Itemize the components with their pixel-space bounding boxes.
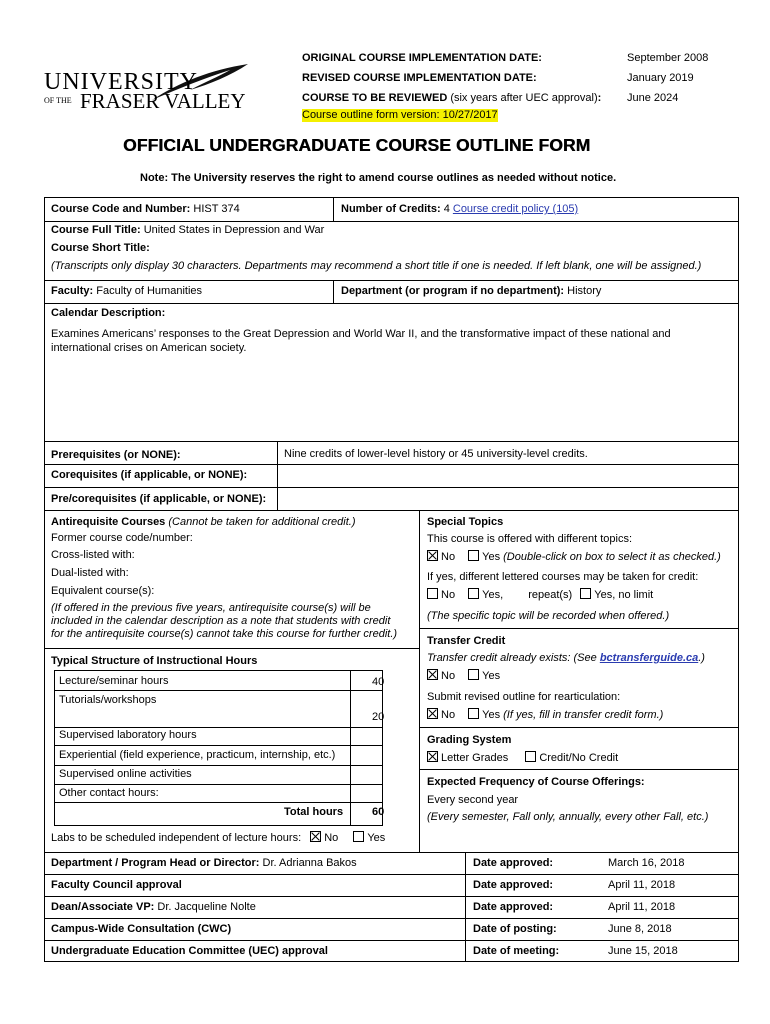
special-topics-note: (The specific topic will be recorded when offered.) bbox=[427, 610, 670, 622]
hours-row-label: Other contact hours: bbox=[59, 787, 159, 799]
form-version: Course outline form version: 10/27/2017 bbox=[302, 109, 498, 121]
rearticulation-no-label: No bbox=[441, 709, 456, 721]
antireq-note-1: (If offered in the previous five years, antirequisite course(s) will be bbox=[51, 602, 371, 614]
antireq-title bbox=[51, 516, 355, 529]
course-code-value: HIST 374 bbox=[193, 203, 240, 215]
transfer-line1-text: Transfer credit already exists: (See bbox=[427, 652, 597, 664]
short-title-label: Course Short Title: bbox=[51, 242, 150, 254]
labs-label: Labs to be scheduled independent of lecture hours: bbox=[51, 832, 302, 844]
faculty-label: Faculty: bbox=[51, 285, 94, 297]
credits-label: Number of Credits: bbox=[341, 203, 441, 215]
short-title-note: (Transcripts only display 30 characters. Departments may recommend a short title if one is needed. If left blank, one will be assigned.) bbox=[51, 260, 702, 272]
approval-label: Undergraduate Education Committee (UEC) approval bbox=[51, 945, 328, 957]
antireq-equiv: Equivalent course(s): bbox=[51, 585, 155, 597]
repeat-yes-checkbox[interactable] bbox=[468, 588, 479, 599]
frequency-title: Expected Frequency of Course Offerings: bbox=[427, 776, 645, 788]
logo-university: UNIVERSITY bbox=[44, 69, 198, 95]
approval-label: Department / Program Head or Director: bbox=[51, 857, 260, 869]
transfer-yes-label: Yes bbox=[482, 670, 501, 682]
hours-row-value: 40 bbox=[372, 676, 385, 688]
faculty-value: Faculty of Humanities bbox=[96, 285, 203, 297]
prereq-value: Nine credits of lower-level history or 45 university-level credits. bbox=[284, 448, 588, 460]
hours-row-label: Experiential (field experience, practicum, internship, etc.) bbox=[59, 749, 336, 761]
review-date-colon: : bbox=[597, 92, 602, 104]
original-date-label: ORIGINAL COURSE IMPLEMENTATION DATE: bbox=[302, 52, 542, 64]
antireq-title-note: (Cannot be taken for additional credit.) bbox=[168, 516, 356, 528]
special-no-checkbox[interactable] bbox=[427, 550, 438, 561]
antireq-note-3: for the antirequisite course(s) cannot take this course for further credit.) bbox=[51, 628, 398, 640]
approval-date-label: Date approved: bbox=[473, 901, 554, 913]
special-topics-line2: If yes, different lettered courses may be taken for credit: bbox=[427, 571, 699, 583]
approval-date: April 11, 2018 bbox=[608, 879, 676, 891]
approval-date-label: Date of meeting: bbox=[473, 945, 560, 957]
special-yes-label: Yes bbox=[482, 551, 501, 563]
prereq-label: Prerequisites (or NONE): bbox=[51, 449, 181, 461]
approval-date: June 15, 2018 bbox=[608, 945, 678, 957]
approval-date-label: Date approved: bbox=[473, 879, 554, 891]
rearticulation-yes-label: Yes bbox=[482, 709, 501, 721]
page-title: OFFICIAL UNDERGRADUATE COURSE OUTLINE FORM bbox=[123, 135, 591, 155]
approval-label: Campus-Wide Consultation (CWC) bbox=[51, 923, 232, 935]
credit-no-credit-checkbox[interactable] bbox=[525, 751, 536, 762]
revised-date-label: REVISED COURSE IMPLEMENTATION DATE: bbox=[302, 72, 537, 84]
labs-no-checkbox[interactable] bbox=[310, 831, 321, 842]
repeat-nolimit-label: Yes, no limit bbox=[594, 589, 654, 601]
transfer-line1-end: .) bbox=[698, 652, 705, 664]
approval-row bbox=[51, 901, 256, 914]
approval-date-label: Date of posting: bbox=[473, 923, 557, 935]
credit-no-credit-label: Credit/No Credit bbox=[539, 752, 619, 764]
repeat-no-checkbox[interactable] bbox=[427, 588, 438, 599]
review-date-note: (six years after UEC approval) bbox=[450, 92, 598, 104]
approval-label: Faculty Council approval bbox=[51, 879, 182, 891]
revised-date-value: January 2019 bbox=[627, 72, 694, 84]
special-topics-line1: This course is offered with different topics: bbox=[427, 533, 633, 545]
course-credits bbox=[341, 203, 578, 216]
approval-date-label: Date approved: bbox=[473, 857, 554, 869]
coreq-label: Corequisites (if applicable, or NONE): bbox=[51, 469, 248, 481]
special-no-label: No bbox=[441, 551, 456, 563]
antireq-title-text: Antirequisite Courses bbox=[51, 516, 166, 528]
logo-of-the: OF THE bbox=[44, 96, 72, 105]
labs-row bbox=[51, 831, 385, 845]
faculty bbox=[51, 285, 202, 298]
course-full-title bbox=[51, 224, 324, 237]
letter-grades-checkbox[interactable] bbox=[427, 751, 438, 762]
logo-fraser-valley: FRASER VALLEY bbox=[80, 89, 246, 113]
total-hours-value: 60 bbox=[372, 806, 385, 818]
rearticulation-yes-checkbox[interactable] bbox=[468, 708, 479, 719]
approval-row bbox=[51, 923, 231, 936]
course-code-label: Course Code and Number: bbox=[51, 203, 191, 215]
approval-date: March 16, 2018 bbox=[608, 857, 685, 869]
antireq-dual: Dual-listed with: bbox=[51, 567, 129, 579]
special-topics-repeat bbox=[427, 588, 653, 602]
labs-yes-checkbox[interactable] bbox=[353, 831, 364, 842]
bctransferguide-link[interactable]: bctransferguide.ca bbox=[599, 652, 699, 664]
hours-row-label: Lecture/seminar hours bbox=[59, 675, 169, 687]
rearticulation-options bbox=[427, 708, 663, 722]
precoreq-label: Pre/corequisites (if applicable, or NONE): bbox=[51, 493, 267, 505]
department-label: Department (or program if no department): bbox=[341, 285, 565, 297]
credit-policy-link[interactable]: Course credit policy (105) bbox=[452, 203, 579, 215]
credits-value: 4 bbox=[443, 203, 450, 215]
transfer-no-label: No bbox=[441, 670, 456, 682]
approval-name: Dr. Adrianna Bakos bbox=[262, 857, 357, 869]
hours-row-label: Tutorials/workshops bbox=[59, 694, 157, 706]
repeat-no-label: No bbox=[441, 589, 456, 601]
approval-date: April 11, 2018 bbox=[608, 901, 676, 913]
calendar-label: Calendar Description: bbox=[51, 307, 166, 319]
department bbox=[341, 285, 601, 298]
hours-row-label: Supervised laboratory hours bbox=[59, 729, 197, 741]
original-date-value: September 2008 bbox=[627, 52, 709, 64]
letter-grades-label: Letter Grades bbox=[441, 752, 509, 764]
transfer-no-checkbox[interactable] bbox=[427, 669, 438, 680]
special-topics-title: Special Topics bbox=[427, 516, 504, 528]
grading-title: Grading System bbox=[427, 734, 512, 746]
antireq-former: Former course code/number: bbox=[51, 532, 193, 544]
approval-row bbox=[51, 857, 357, 870]
special-yes-checkbox[interactable] bbox=[468, 550, 479, 561]
approval-row bbox=[51, 945, 328, 958]
transfer-line2: Submit revised outline for rearticulation: bbox=[427, 691, 621, 703]
total-hours-label: Total hours bbox=[284, 806, 344, 818]
amend-note: Note: The University reserves the right to amend course outlines as needed without notice. bbox=[140, 172, 617, 184]
university-logo bbox=[30, 40, 250, 120]
repeat-yes-label: Yes, bbox=[482, 589, 504, 601]
rearticulation-yes-note: (If yes, fill in transfer credit form.) bbox=[503, 709, 664, 721]
review-date-label: COURSE TO BE REVIEWED bbox=[302, 92, 448, 104]
grading-options bbox=[427, 751, 618, 765]
review-date-row bbox=[302, 92, 601, 105]
special-yes-note: (Double-click on box to select it as checked.) bbox=[503, 551, 721, 563]
department-value: History bbox=[567, 285, 602, 297]
calendar-line-2: international crises on American society. bbox=[51, 342, 247, 354]
repeats-label: repeat(s) bbox=[528, 589, 573, 601]
full-title-value: United States in Depression and War bbox=[143, 224, 325, 236]
approval-row bbox=[51, 879, 182, 892]
antireq-note-2: included in the calendar description as a note that students with credit bbox=[51, 615, 391, 627]
approval-label: Dean/Associate VP: bbox=[51, 901, 155, 913]
hours-title: Typical Structure of Instructional Hours bbox=[51, 655, 258, 667]
transfer-exists-options bbox=[427, 669, 500, 683]
review-date-value: June 2024 bbox=[627, 92, 679, 104]
approval-date: June 8, 2018 bbox=[608, 923, 672, 935]
full-title-label: Course Full Title: bbox=[51, 224, 141, 236]
hours-row-label: Supervised online activities bbox=[59, 768, 192, 780]
rearticulation-no-checkbox[interactable] bbox=[427, 708, 438, 719]
transfer-yes-checkbox[interactable] bbox=[468, 669, 479, 680]
labs-no-label: No bbox=[324, 832, 339, 844]
transfer-title: Transfer Credit bbox=[427, 635, 506, 647]
hours-row-value: 20 bbox=[372, 711, 385, 723]
labs-yes-label: Yes bbox=[367, 832, 386, 844]
special-topics-options bbox=[427, 550, 721, 564]
repeat-nolimit-checkbox[interactable] bbox=[580, 588, 591, 599]
transfer-line1 bbox=[427, 652, 705, 665]
frequency-note: (Every semester, Fall only, annually, every other Fall, etc.) bbox=[427, 811, 709, 823]
calendar-line-1: Examines Americans’ responses to the Great Depression and World War II, and the transformative impact of these national and bbox=[51, 328, 671, 340]
frequency-value: Every second year bbox=[427, 794, 519, 806]
course-code bbox=[51, 203, 240, 216]
antireq-cross: Cross-listed with: bbox=[51, 549, 135, 561]
approval-name: Dr. Jacqueline Nolte bbox=[157, 901, 256, 913]
